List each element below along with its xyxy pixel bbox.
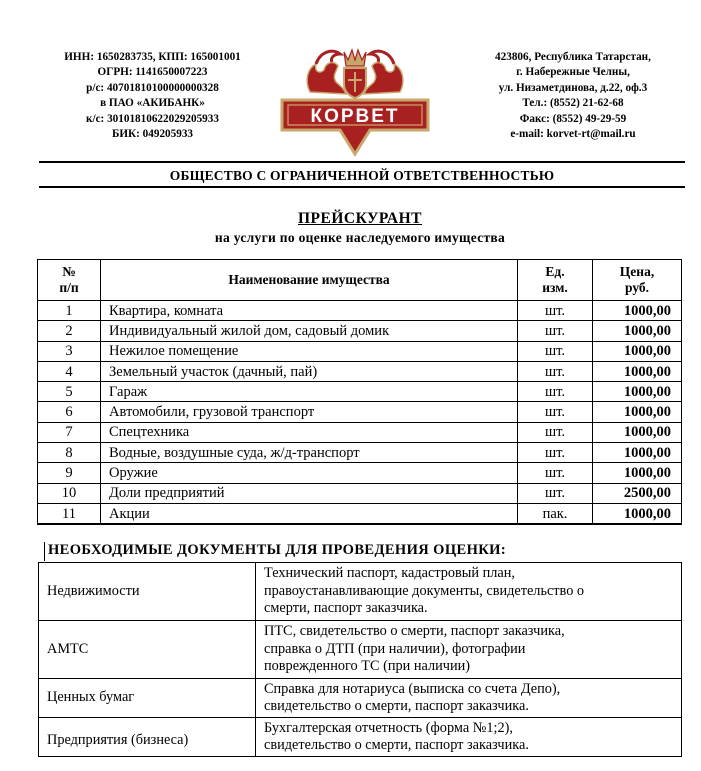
docs-section-title: НЕОБХОДИМЫЕ ДОКУМЕНТЫ ДЛЯ ПРОВЕДЕНИЯ ОЦЕНКИ: [48, 542, 507, 558]
docs-line: свидетельство о смерти, паспорт заказчика. [264, 698, 529, 714]
row-price: 1000,00 [593, 463, 682, 483]
inn-kpp: ИНН: 1650283735, КПП: 165001001 [64, 51, 241, 63]
row-unit: шт. [518, 361, 593, 381]
header-divider-bottom [39, 186, 685, 188]
row-name: Оружие [101, 463, 518, 483]
row-name: Индивидуальный жилой дом, садовый домик [101, 321, 518, 341]
row-num: 8 [38, 443, 101, 463]
row-unit: шт. [518, 402, 593, 422]
row-name: Гараж [101, 382, 518, 402]
table-row [38, 402, 682, 422]
row-num: 1 [38, 301, 101, 321]
docs-category: Предприятия (бизнеса) [39, 718, 256, 757]
row-unit: шт. [518, 341, 593, 361]
table-row [38, 341, 682, 361]
document-title: ПРЕЙСКУРАНТ [298, 210, 422, 227]
fax: Факс: (8552) 49-29-59 [519, 112, 627, 125]
docs-line: Справка для нотариуса (выписка со счета Депо), [264, 680, 561, 697]
logo-text: КОРВЕТ [310, 106, 400, 127]
table-row [38, 422, 682, 442]
row-num: 3 [38, 341, 101, 361]
address-line-3: ул. Низаметдинова, д.22, оф.3 [498, 81, 648, 94]
text-cursor [44, 542, 45, 561]
row-num: 6 [38, 402, 101, 422]
docs-row [39, 679, 682, 718]
row-price: 1000,00 [593, 341, 682, 361]
docs-list [256, 621, 682, 679]
row-name: Водные, воздушные суда, ж/д-транспорт [101, 443, 518, 463]
row-unit: пак. [518, 503, 593, 524]
email: e-mail: korvet-rt@mail.ru [510, 128, 636, 141]
docs-list [256, 679, 682, 718]
docs-category: АМТС [39, 621, 256, 679]
row-price: 1000,00 [593, 503, 682, 524]
row-name: Земельный участок (дачный, пай) [101, 361, 518, 381]
docs-list [256, 718, 682, 757]
bik: БИК: 049205933 [111, 128, 194, 141]
company-requisites [30, 50, 275, 142]
row-unit: шт. [518, 463, 593, 483]
table-row [38, 301, 682, 321]
address-line-1: 423806, Республика Татарстан, [495, 51, 651, 63]
table-row [38, 321, 682, 341]
row-unit: шт. [518, 443, 593, 463]
row-price: 1000,00 [593, 422, 682, 442]
docs-line: Технический паспорт, кадастровый план, [264, 565, 515, 582]
row-name: Акции [101, 503, 518, 524]
docs-row [39, 563, 682, 621]
table-row [38, 382, 682, 402]
col-price-header: Цена, руб. [593, 260, 682, 301]
docs-line: Бухгалтерская отчетность (форма №1;2), [264, 719, 513, 736]
row-name: Доли предприятий [101, 483, 518, 503]
row-unit: шт. [518, 321, 593, 341]
korvet-logo [280, 30, 430, 160]
table-row [38, 443, 682, 463]
row-name: Спецтехника [101, 422, 518, 442]
table-row [38, 361, 682, 381]
document-subtitle: на услуги по оценке наследуемого имущества [214, 230, 506, 245]
row-price: 2500,00 [593, 483, 682, 503]
col-unit-header: Ед. изм. [518, 260, 593, 301]
row-num: 2 [38, 321, 101, 341]
ogrn: ОГРН: 1141650007223 [97, 66, 208, 79]
docs-line: правоустанавливающие документы, свидетельство о [264, 582, 585, 599]
docs-category: Ценных бумаг [39, 679, 256, 718]
row-num: 4 [38, 361, 101, 381]
docs-line: ПТС, свидетельство о смерти, паспорт заказчика, [264, 623, 565, 640]
row-price: 1000,00 [593, 402, 682, 422]
col-num-header: № п/п [38, 260, 101, 301]
row-num: 7 [38, 422, 101, 442]
row-name: Квартира, комната [101, 301, 518, 321]
price-table-header [38, 260, 682, 301]
header-divider-top [39, 161, 685, 163]
docs-line: свидетельство о смерти, паспорт заказчика. [264, 737, 529, 753]
row-unit: шт. [518, 483, 593, 503]
settlement-account: р/с: 40701810100000000328 [86, 81, 219, 94]
row-num: 9 [38, 463, 101, 483]
table-row [38, 463, 682, 483]
correspondent-account: к/с: 30101810622029205933 [86, 112, 219, 125]
company-type: ОБЩЕСТВО С ОГРАНИЧЕННОЙ ОТВЕТСТВЕННОСТЬЮ [169, 168, 555, 183]
docs-line: поврежденного ТС (при наличии) [264, 658, 471, 675]
docs-line: смерти, паспорт заказчика. [264, 600, 428, 617]
docs-line: справка о ДТП (при наличии), фотографии [264, 640, 526, 657]
docs-table [38, 562, 682, 757]
table-row [38, 483, 682, 503]
row-price: 1000,00 [593, 321, 682, 341]
row-name: Нежилое помещение [101, 341, 518, 361]
griffins-crest-icon [307, 50, 403, 98]
address-line-2: г. Набережные Челны, [516, 66, 630, 79]
docs-category: Недвижимости [39, 563, 256, 621]
col-name-header: Наименование имущества [101, 260, 518, 301]
price-table [37, 259, 682, 525]
row-num: 11 [38, 503, 101, 524]
row-unit: шт. [518, 382, 593, 402]
company-contacts [455, 50, 691, 142]
row-unit: шт. [518, 301, 593, 321]
table-row [38, 503, 682, 524]
row-price: 1000,00 [593, 443, 682, 463]
row-price: 1000,00 [593, 301, 682, 321]
docs-list [256, 563, 682, 621]
bank-name: в ПАО «АКИБАНК» [100, 97, 205, 110]
row-price: 1000,00 [593, 361, 682, 381]
docs-row [39, 621, 682, 679]
phone: Тел.: (8552) 21-62-68 [522, 97, 624, 110]
row-num: 5 [38, 382, 101, 402]
row-num: 10 [38, 483, 101, 503]
row-name: Автомобили, грузовой транспорт [101, 402, 518, 422]
row-price: 1000,00 [593, 382, 682, 402]
docs-row [39, 718, 682, 757]
row-unit: шт. [518, 422, 593, 442]
